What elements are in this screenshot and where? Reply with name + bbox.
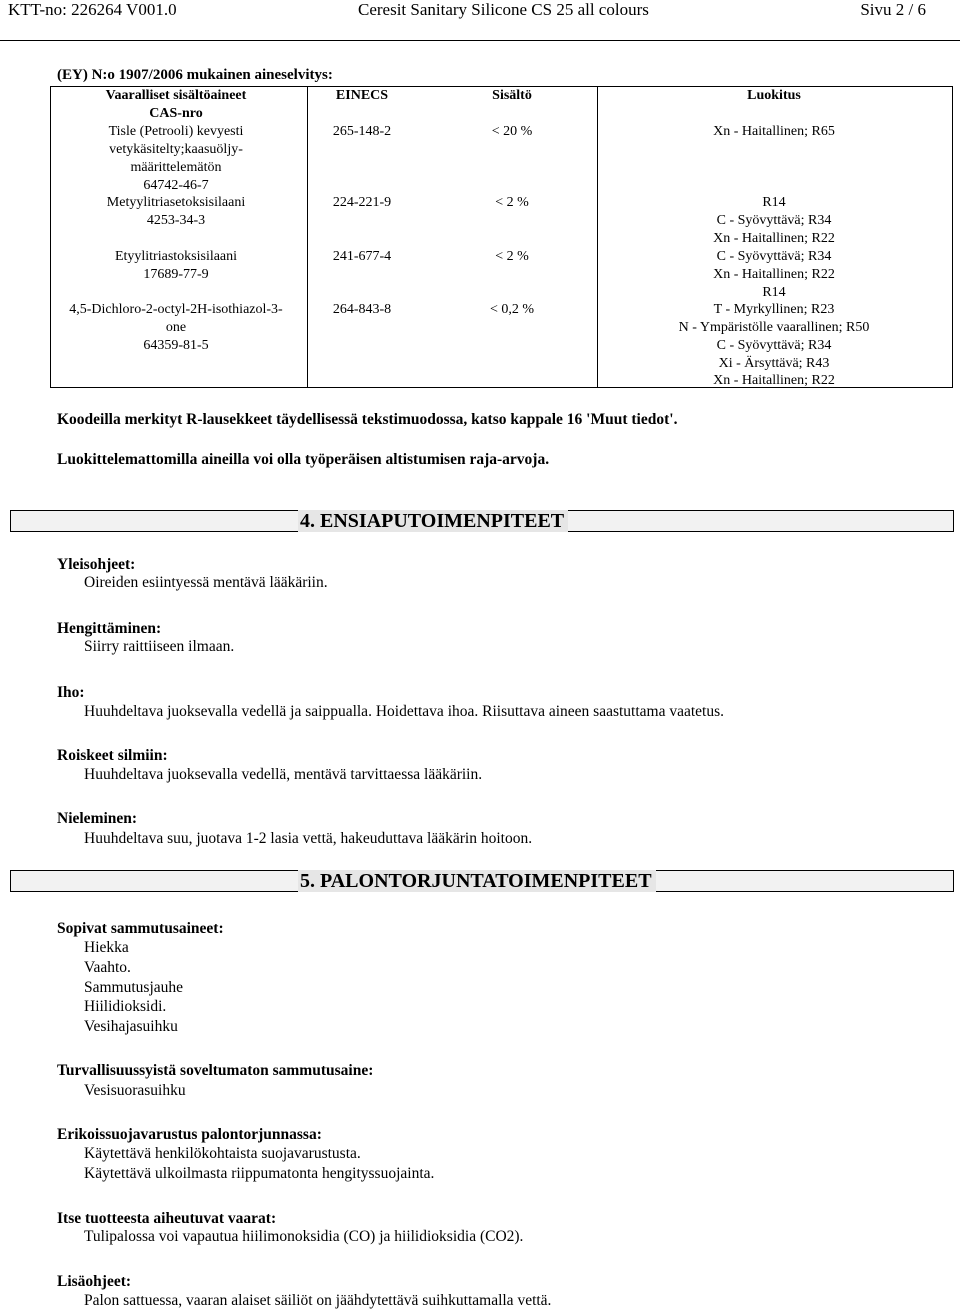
substance-cas: 64742-46-7: [143, 178, 209, 193]
inhalation-label: Hengittäminen:: [57, 620, 162, 637]
substance-classification: C - Syövyttävä; R34: [716, 249, 832, 264]
substance-name: 4,5-Dichloro-2-octyl-2H-isothiazol-3-: [69, 302, 283, 317]
substance-classification: Xn - Haitallinen; R22: [713, 267, 835, 282]
regulation-heading: (EY) N:o 1907/2006 mukainen aineselvitys:: [57, 67, 333, 83]
skin-label: Iho:: [57, 684, 85, 701]
header-substance: Vaaralliset sisältöaineet: [105, 88, 247, 103]
header-content: Sisältö: [492, 88, 532, 103]
header-einecs: EINECS: [335, 88, 389, 103]
substance-name: vetykäsitelty;kaasuöljy-: [109, 142, 243, 157]
suitable-media-label: Sopivat sammutusaineet:: [57, 920, 224, 937]
substance-classification: Xi - Ärsyttävä; R43: [718, 356, 830, 371]
suitable-media-item: Vaahto.: [84, 959, 131, 976]
suitable-media-item: Sammutusjauhe: [84, 979, 184, 996]
substance-einecs: 241-677-4: [332, 249, 392, 264]
protective-equipment-item: Käytettävä henkilökohtaista suojavarustusta.: [84, 1145, 361, 1162]
substance-name: määrittelemätön: [130, 160, 222, 175]
substance-classification: T - Myrkyllinen; R23: [713, 302, 835, 317]
substance-classification: R14: [762, 195, 786, 210]
header-cas: CAS-nro: [149, 106, 203, 121]
eye-contact-label: Roiskeet silmiin:: [57, 747, 168, 764]
ingestion-text: Huuhdeltava suu, juotava 1-2 lasia vettä, hakeuduttava lääkärin hoitoon.: [84, 830, 533, 847]
additional-info-label: Lisäohjeet:: [57, 1273, 132, 1290]
unsuitable-media-text: Vesisuorasuihku: [84, 1082, 186, 1099]
section-5-title: 5. PALONTORJUNTATOIMENPITEET: [298, 870, 656, 892]
substance-einecs: 264-843-8: [332, 302, 392, 317]
substance-classification: R14: [762, 285, 786, 300]
substance-cas: 64359-81-5: [143, 338, 209, 353]
ingestion-label: Nieleminen:: [57, 810, 138, 827]
substance-content: < 2 %: [495, 195, 529, 210]
protective-equipment-label: Erikoissuojavarustus palontorjunnassa:: [57, 1126, 322, 1143]
section-4-title: 4. ENSIAPUTOIMENPITEET: [298, 510, 568, 532]
eye-contact-text: Huuhdeltava juoksevalla vedellä, mentävä tarvittaessa lääkäriin.: [84, 766, 483, 783]
product-hazards-label: Itse tuotteesta aiheutuvat vaarat:: [57, 1210, 277, 1227]
header-rule: [0, 40, 960, 41]
unsuitable-media-label: Turvallisuussyistä soveltumaton sammutusaine:: [57, 1062, 374, 1079]
exposure-limit-note: Luokittelemattomilla aineilla voi olla työperäisen altistumisen raja-arvoja.: [57, 451, 550, 468]
header-classification: Luokitus: [747, 88, 801, 103]
general-advice-text: Oireiden esiintyessä mentävä lääkäriin.: [84, 574, 328, 591]
substance-classification: C - Syövyttävä; R34: [716, 338, 832, 353]
suitable-media-item: Hiilidioksidi.: [84, 998, 167, 1015]
r-phrase-note: Koodeilla merkityt R-lausekkeet täydellisessä tekstimuodossa, katso kappale 16 'Muut tiedot'.: [57, 411, 678, 428]
substance-name: Tisle (Petrooli) kevyesti: [108, 124, 244, 139]
substance-classification: Xn - Haitallinen; R22: [713, 231, 835, 246]
substance-einecs: 265-148-2: [332, 124, 392, 139]
page-number: Sivu 2 / 6: [860, 0, 926, 19]
inhalation-text: Siirry raittiiseen ilmaan.: [84, 638, 235, 655]
substance-classification: C - Syövyttävä; R34: [716, 213, 832, 228]
suitable-media-item: Hiekka: [84, 939, 129, 956]
table-divider: [597, 87, 598, 387]
substance-name: one: [165, 320, 187, 335]
protective-equipment-item: Käytettävä ulkoilmasta riippumatonta hengityssuojainta.: [84, 1165, 435, 1182]
product-hazards-text: Tulipalossa voi vapautua hiilimonoksidia (CO) ja hiilidioksidia (CO2).: [84, 1228, 524, 1245]
substance-content: < 2 %: [495, 249, 529, 264]
suitable-media-item: Vesihajasuihku: [84, 1018, 178, 1035]
substance-name: Metyylitriasetoksisilaani: [106, 195, 246, 210]
substance-cas: 4253-34-3: [146, 213, 206, 228]
substance-content: < 20 %: [491, 124, 533, 139]
document-number: KTT-no: 226264 V001.0: [8, 0, 177, 19]
product-name: Ceresit Sanitary Silicone CS 25 all colours: [358, 0, 649, 19]
composition-table: [50, 86, 953, 388]
skin-text: Huuhdeltava juoksevalla vedellä ja saippualla. Hoidettava ihoa. Riisuttava aineen saastuttama vaatetus.: [84, 703, 725, 720]
substance-classification: Xn - Haitallinen; R22: [713, 373, 835, 388]
substance-content: < 0,2 %: [489, 302, 535, 317]
additional-info-text: Palon sattuessa, vaaran alaiset säiliöt on jäähdytettävä suihkuttamalla vettä.: [84, 1292, 552, 1309]
substance-cas: 17689-77-9: [143, 267, 209, 282]
substance-classification: Xn - Haitallinen; R65: [713, 124, 835, 139]
substance-einecs: 224-221-9: [332, 195, 392, 210]
general-advice-label: Yleisohjeet:: [57, 556, 136, 573]
substance-name: Etyylitriastoksisilaani: [114, 249, 238, 264]
substance-classification: N - Ympäristölle vaarallinen; R50: [678, 320, 870, 335]
